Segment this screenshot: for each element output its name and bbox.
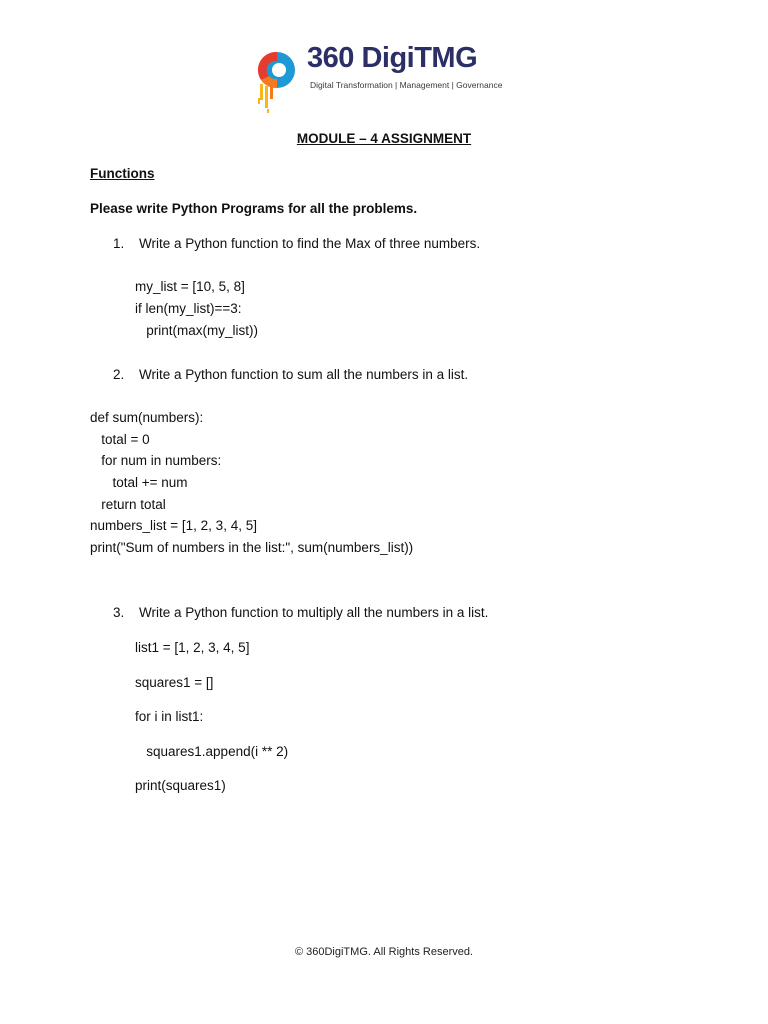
code-line: total += num xyxy=(90,475,188,490)
instruction-text: Please write Python Programs for all the problems. xyxy=(90,201,418,216)
code-line: total = 0 xyxy=(90,432,150,447)
logo-tagline: Digital Transformation | Management | Governance xyxy=(310,80,503,90)
logo-mark-icon xyxy=(255,40,305,114)
question-text: Write a Python function to find the Max of three numbers. xyxy=(139,236,481,251)
code-line: def sum(numbers): xyxy=(90,410,204,425)
question-text: Write a Python function to sum all the numbers in a list. xyxy=(139,367,469,382)
code-line: print(max(my_list)) xyxy=(135,323,259,338)
section-title: Functions xyxy=(90,166,155,181)
code-line: numbers_list = [1, 2, 3, 4, 5] xyxy=(90,518,257,533)
code-line: print(squares1) xyxy=(135,778,226,793)
logo-wordmark: 360 DigiTMG xyxy=(307,42,478,74)
code-line: my_list = [10, 5, 8] xyxy=(135,279,245,294)
code-line: squares1.append(i ** 2) xyxy=(135,744,289,759)
code-line: print("Sum of numbers in the list:", sum(numbers_list)) xyxy=(90,540,414,555)
code-line: for i in list1: xyxy=(135,709,204,724)
page-title: MODULE – 4 ASSIGNMENT xyxy=(296,131,472,146)
code-line: for num in numbers: xyxy=(90,453,222,468)
code-line: squares1 = [] xyxy=(135,675,214,690)
code-line: list1 = [1, 2, 3, 4, 5] xyxy=(135,640,250,655)
question-text: Write a Python function to multiply all the numbers in a list. xyxy=(139,605,489,620)
question-number: 2. xyxy=(113,367,125,382)
question-number: 3. xyxy=(113,605,125,620)
code-line: return total xyxy=(90,497,166,512)
company-logo xyxy=(255,40,505,114)
code-line: if len(my_list)==3: xyxy=(135,301,242,316)
question-number: 1. xyxy=(113,236,125,251)
copyright-footer: © 360DigiTMG. All Rights Reserved. xyxy=(294,946,474,958)
